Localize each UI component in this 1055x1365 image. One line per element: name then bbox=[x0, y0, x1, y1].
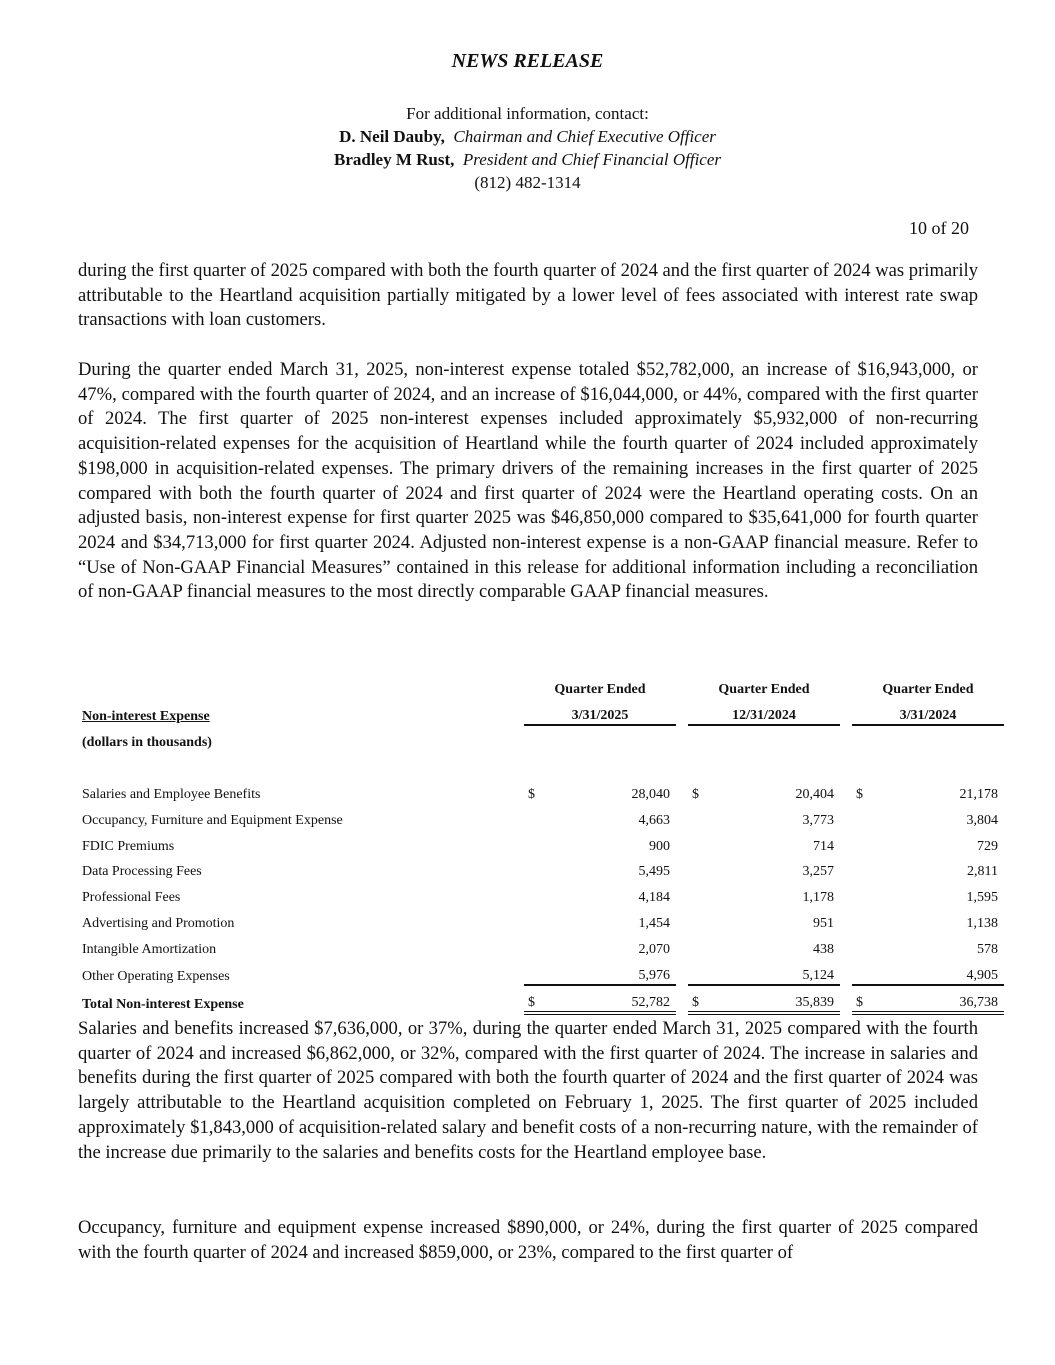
cell-value: 4,905 bbox=[966, 967, 998, 983]
row-label: Professional Fees bbox=[82, 890, 181, 906]
contact-phone: (812) 482-1314 bbox=[474, 173, 581, 192]
contact-role: President and Chief Financial Officer bbox=[462, 150, 722, 169]
row-label: Advertising and Promotion bbox=[82, 915, 235, 931]
table-total-row bbox=[78, 985, 1004, 1014]
table-row bbox=[78, 906, 1004, 932]
cell-value: 714 bbox=[813, 838, 834, 854]
table-header-row-2 bbox=[78, 698, 1004, 725]
cell-value: 578 bbox=[977, 941, 998, 957]
currency-symbol bbox=[524, 855, 550, 881]
table-row bbox=[78, 880, 1004, 906]
paragraph: During the quarter ended March 31, 2025, non-interest expense totaled $52,782,000, an increase of $16,943,000, or 47%, compared with the fourth quarter of 2024, and an increase of $16,044,000, or 44%, compared with the first quarter of 2024. The first quarter of 2025 non-interest expenses included approximately $5,932,000 of non-recurring acquisition-related expenses for the acquisition of Heartland while the fourth quarter of 2024 included approximately $198,000 in acquisition-related expenses. The primary drivers of the remaining increases in the first quarter of 2025 compared with both the fourth quarter of 2024 and first quarter of 2024 were the Heartland operating costs. On an adjusted basis, non-interest expense for first quarter 2025 was $46,850,000 compared to $35,641,000 for fourth quarter 2024 and $34,713,000 for first quarter 2024. Adjusted non-interest expense is a non-GAAP financial measure. Refer to “Use of Non-GAAP Financial Measures” contained in this release for additional information including a reconciliation of non-GAAP financial measures to the most directly comparable GAAP financial measures. bbox=[78, 359, 978, 603]
cell-value: 21,178 bbox=[959, 786, 998, 802]
cell-value: 3,257 bbox=[802, 864, 834, 880]
contact-line bbox=[0, 148, 1055, 171]
currency-symbol: $ bbox=[688, 985, 714, 1014]
table-body bbox=[78, 777, 1004, 984]
currency-symbol bbox=[852, 880, 878, 906]
table-row bbox=[78, 803, 1004, 829]
cell-value: 5,495 bbox=[638, 864, 670, 880]
cell-value: 2,070 bbox=[638, 941, 670, 957]
paragraph: Salaries and benefits increased $7,636,000, or 37%, during the quarter ended March 31, 2025 compared with the fourth quarter of 2024 and increased $6,862,000, or 32%, compared with the first quarter of 2024. The increase in salaries and benefits during the first quarter of 2025 compared with both the fourth quarter of 2024 and the first quarter of 2024 was largely attributable to the Heartland acquisition completed on February 1, 2025. The first quarter of 2025 included approximately $1,843,000 of acquisition-related salary and benefit costs of a non-recurring nature, with the remainder of the increase due primarily to the salaries and benefits costs for the Heartland employee base. bbox=[78, 1018, 978, 1163]
cell-value: 3,773 bbox=[802, 812, 834, 828]
row-label: Salaries and Employee Benefits bbox=[82, 786, 261, 802]
currency-symbol bbox=[688, 855, 714, 881]
cell-value: 52,782 bbox=[550, 985, 676, 1014]
currency-symbol bbox=[524, 829, 550, 855]
table-header-row-1 bbox=[78, 672, 1004, 698]
non-interest-expense-table bbox=[78, 672, 1004, 1015]
cell-value: 2,811 bbox=[967, 864, 998, 880]
cell-value: 438 bbox=[813, 941, 834, 957]
cell-value: 5,124 bbox=[802, 967, 834, 983]
currency-symbol: $ bbox=[528, 786, 535, 802]
cell-value: 1,454 bbox=[638, 915, 670, 931]
currency-symbol bbox=[524, 932, 550, 958]
currency-symbol bbox=[524, 958, 550, 985]
currency-symbol bbox=[688, 906, 714, 932]
currency-symbol bbox=[852, 906, 878, 932]
row-label: Total Non-interest Expense bbox=[82, 997, 244, 1013]
currency-symbol bbox=[524, 880, 550, 906]
cell-value: 4,663 bbox=[638, 812, 670, 828]
table-row bbox=[78, 958, 1004, 985]
contact-role: Chairman and Chief Executive Officer bbox=[453, 127, 716, 146]
table-subtitle-row bbox=[78, 725, 1004, 752]
contact-name: Bradley M Rust, bbox=[333, 150, 455, 169]
currency-symbol bbox=[688, 958, 714, 985]
cell-value: 1,138 bbox=[966, 915, 998, 931]
cell-value: 4,184 bbox=[638, 890, 670, 906]
currency-symbol: $ bbox=[692, 786, 699, 802]
contact-intro: For additional information, contact: bbox=[406, 104, 649, 123]
contact-block bbox=[0, 102, 1055, 194]
column-header: 3/31/2025 bbox=[524, 698, 676, 725]
currency-symbol bbox=[852, 803, 878, 829]
cell-value: 951 bbox=[813, 915, 834, 931]
cell-value: 20,404 bbox=[795, 786, 834, 802]
cell-value: 3,804 bbox=[966, 812, 998, 828]
paragraph: during the first quarter of 2025 compared with both the fourth quarter of 2024 and the first quarter of 2024 was primarily attributable to the Heartland acquisition partially mitigated by a lower level of fees associated with interest rate swap transactions with loan customers. bbox=[78, 260, 978, 331]
table-title: Non-interest Expense bbox=[82, 708, 210, 724]
cell-value: 900 bbox=[649, 838, 670, 854]
column-header: 12/31/2024 bbox=[688, 698, 840, 725]
table-row bbox=[78, 855, 1004, 881]
column-group-label: Quarter Ended bbox=[882, 681, 974, 697]
cell-value: 1,178 bbox=[802, 890, 834, 906]
page-number: 10 of 20 bbox=[909, 218, 969, 238]
cell-value: 1,595 bbox=[966, 890, 998, 906]
column-group-label: Quarter Ended bbox=[718, 681, 810, 697]
cell-value: 729 bbox=[977, 838, 998, 854]
currency-symbol: $ bbox=[524, 985, 550, 1014]
document-title: NEWS RELEASE bbox=[451, 50, 604, 72]
currency-symbol: $ bbox=[856, 786, 863, 802]
currency-symbol bbox=[524, 906, 550, 932]
column-group-label: Quarter Ended bbox=[554, 681, 646, 697]
column-header: 3/31/2024 bbox=[852, 698, 1004, 725]
currency-symbol bbox=[852, 932, 878, 958]
cell-value: 5,976 bbox=[638, 967, 670, 983]
currency-symbol: $ bbox=[852, 985, 878, 1014]
contact-line bbox=[0, 125, 1055, 148]
currency-symbol bbox=[688, 803, 714, 829]
row-label: Data Processing Fees bbox=[82, 864, 202, 880]
row-label: Occupancy, Furniture and Equipment Expense bbox=[82, 812, 343, 828]
table-row bbox=[78, 829, 1004, 855]
currency-symbol bbox=[852, 958, 878, 985]
currency-symbol bbox=[524, 803, 550, 829]
currency-symbol bbox=[688, 829, 714, 855]
paragraph: Occupancy, furniture and equipment expense increased $890,000, or 24%, during the first quarter of 2025 compared with the fourth quarter of 2024 and increased $859,000, or 23%, compared to the first quarter of bbox=[78, 1217, 978, 1263]
currency-symbol bbox=[852, 855, 878, 881]
currency-symbol bbox=[688, 932, 714, 958]
row-label: Other Operating Expenses bbox=[82, 968, 230, 984]
currency-symbol bbox=[852, 829, 878, 855]
table-subtitle: (dollars in thousands) bbox=[82, 735, 212, 751]
row-label: Intangible Amortization bbox=[82, 941, 217, 957]
cell-value: 35,839 bbox=[714, 985, 840, 1014]
currency-symbol bbox=[688, 880, 714, 906]
cell-value: 36,738 bbox=[878, 985, 1004, 1014]
row-label: FDIC Premiums bbox=[82, 838, 175, 854]
cell-value: 28,040 bbox=[631, 786, 670, 802]
table-row bbox=[78, 777, 1004, 803]
contact-name: D. Neil Dauby, bbox=[339, 127, 445, 146]
table-row bbox=[78, 932, 1004, 958]
